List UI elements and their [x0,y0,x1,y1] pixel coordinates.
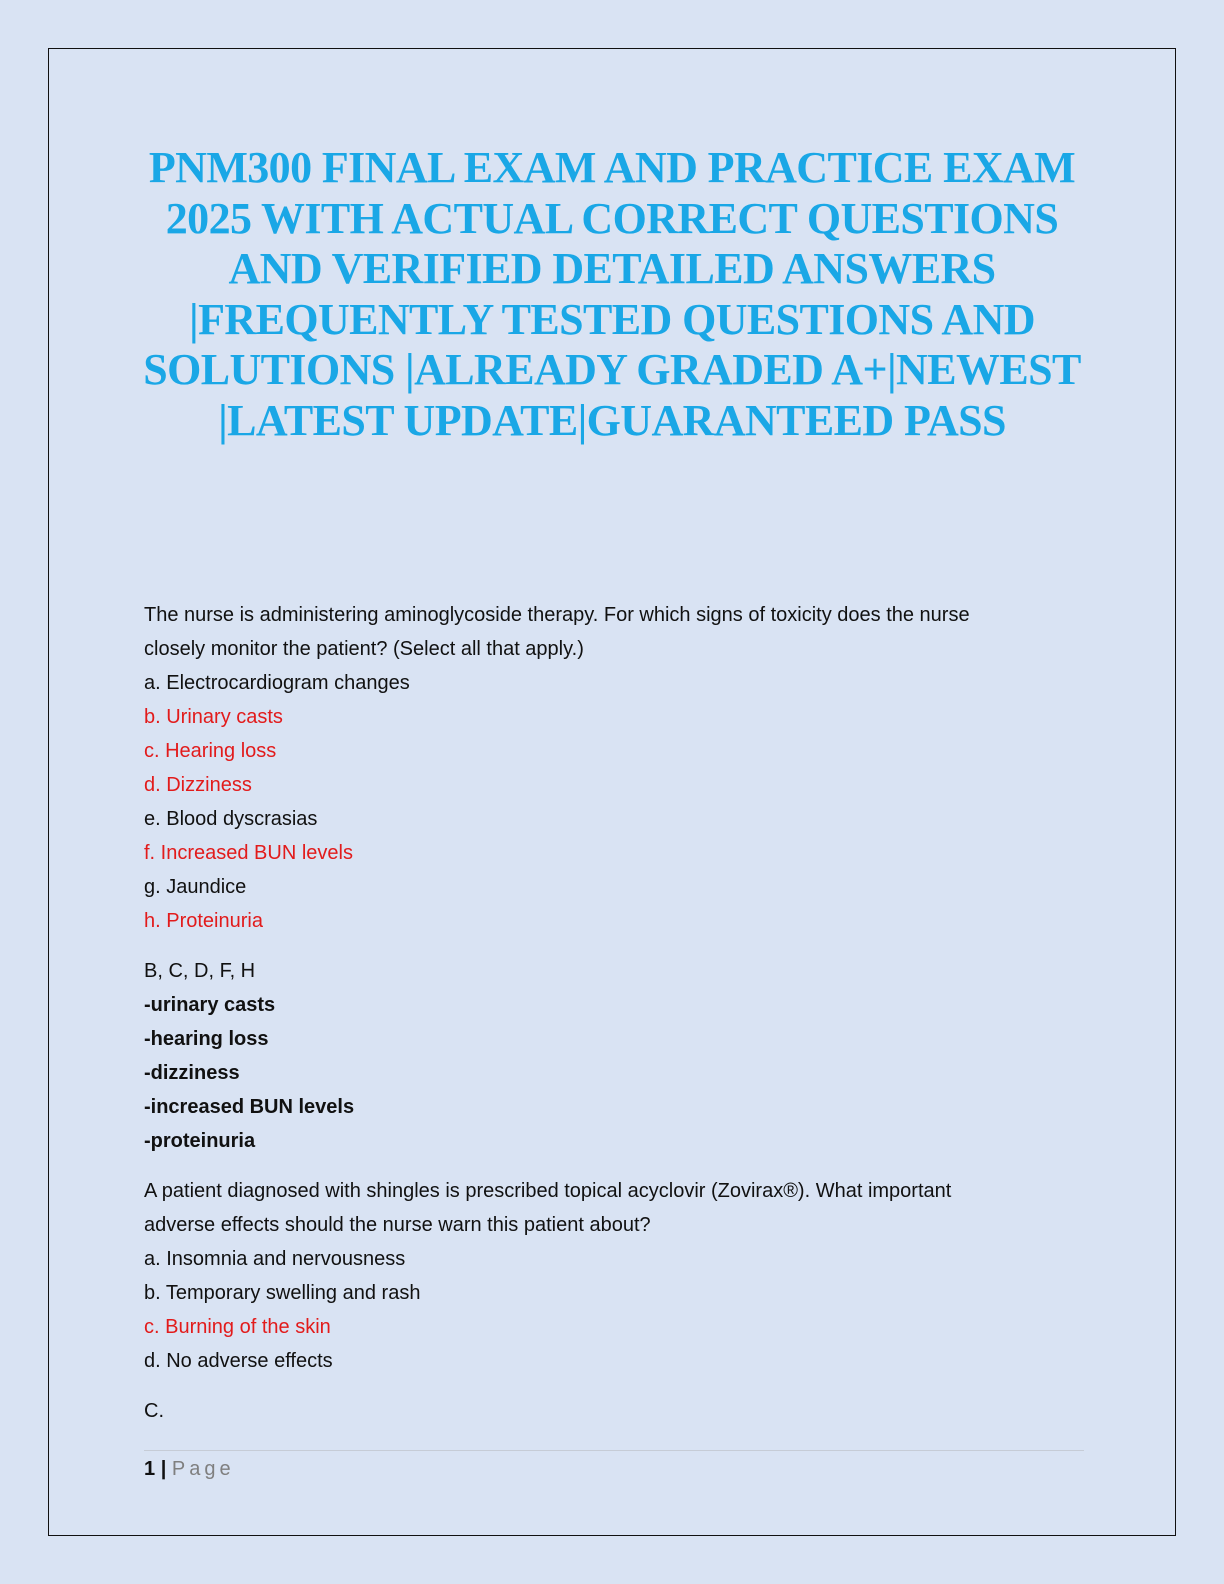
answer-key: C. [144,1400,164,1422]
document-title [130,143,1094,446]
answer-option: g. Jaundice [144,876,247,898]
answer-option: e. Blood dyscrasias [144,808,318,830]
answer-option: a. Insomnia and nervousness [144,1248,406,1270]
rationale-item: -hearing loss [144,1028,269,1050]
answer-key: B, C, D, F, H [144,960,256,982]
question-stem-line: The nurse is administering aminoglycoside therapy. For which signs of toxicity does the nurse [144,604,970,626]
answer-option: d. No adverse effects [144,1350,333,1372]
title-line: |LATEST UPDATE|GUARANTEED PASS [218,395,1006,445]
page-footer [144,1454,235,1484]
title-line: AND VERIFIED DETAILED ANSWERS [228,244,996,293]
title-line: SOLUTIONS |ALREADY GRADED A+|NEWEST [143,345,1081,394]
answer-option: a. Electrocardiogram changes [144,672,410,694]
answer-option-correct: f. Increased BUN levels [144,842,353,864]
page-label: Page [171,1458,235,1480]
question-stem-line: A patient diagnosed with shingles is prescribed topical acyclovir (Zovirax®). What important [144,1180,952,1202]
answer-option: b. Temporary swelling and rash [144,1282,421,1304]
footer-divider [144,1450,1084,1451]
footer-separator: | [160,1458,167,1480]
answer-option-correct: h. Proteinuria [144,910,263,932]
document-body [144,598,1084,1428]
question-1 [144,598,1084,1158]
title-line: |FREQUENTLY TESTED QUESTIONS AND [189,294,1035,344]
question-2 [144,1174,1084,1428]
question-stem-line: closely monitor the patient? (Select all that apply.) [144,638,584,660]
answer-option-correct: d. Dizziness [144,774,252,796]
page-number: 1 [144,1458,156,1480]
title-line: PNM300 FINAL EXAM AND PRACTICE EXAM [148,143,1076,192]
rationale-item: -increased BUN levels [144,1096,355,1118]
question-stem-line: adverse effects should the nurse warn this patient about? [144,1214,651,1236]
rationale-item: -proteinuria [144,1130,256,1152]
answer-option-correct: c. Burning of the skin [144,1316,331,1338]
title-line: 2025 WITH ACTUAL CORRECT QUESTIONS [165,193,1059,243]
answer-option-correct: b. Urinary casts [144,706,283,728]
answer-option-correct: c. Hearing loss [144,740,277,762]
rationale-item: -urinary casts [144,994,276,1016]
rationale-item: -dizziness [144,1062,240,1084]
